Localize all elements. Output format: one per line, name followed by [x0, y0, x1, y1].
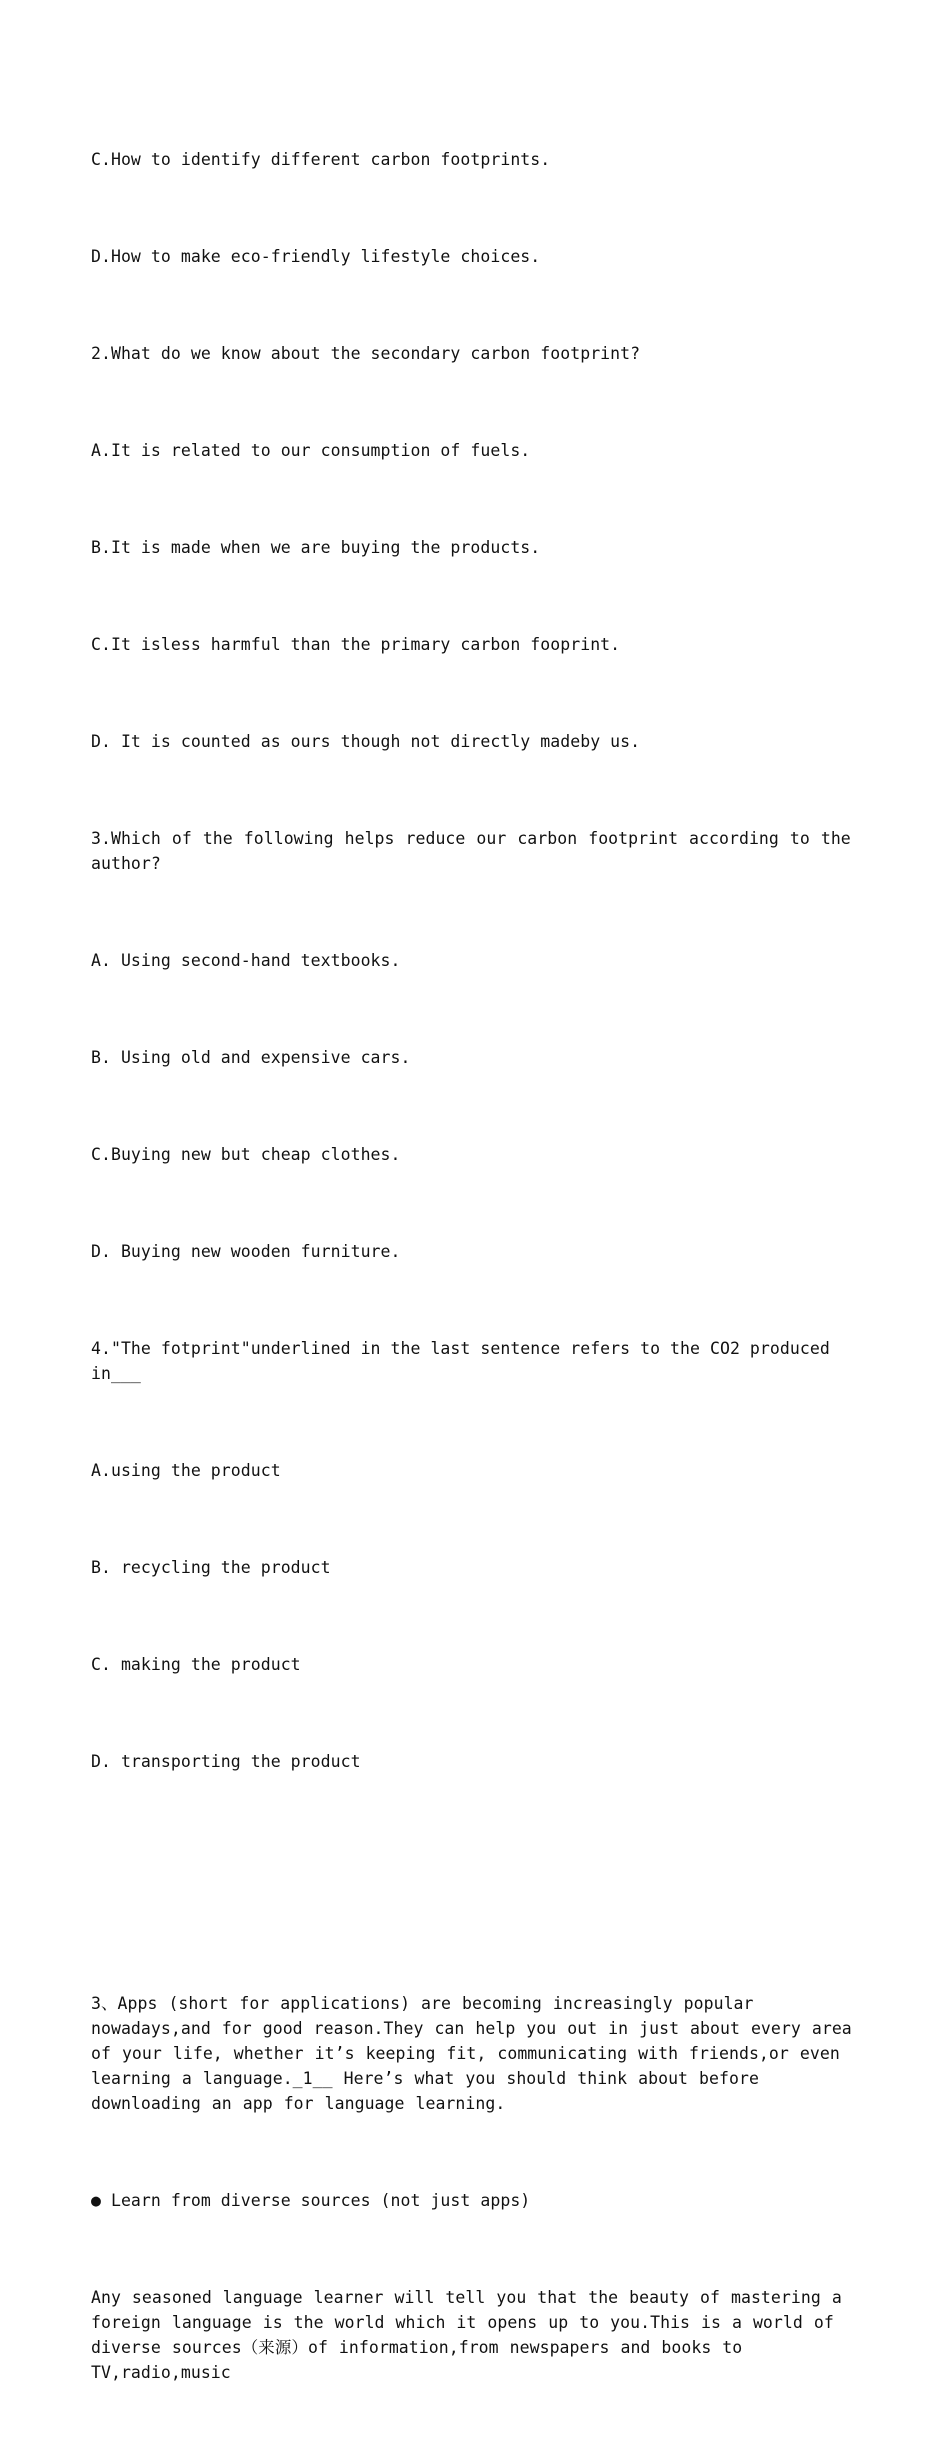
passage-3-paragraph: Any seasoned language learner will tell you that the beauty of mastering a foreign language is the world which it opens up to you.This is a world of diverse sources（来源）of information,from newspapers and books to TV,radio,music	[91, 2288, 842, 2382]
option-c-q3: C.Buying new but cheap clothes.	[91, 1145, 401, 1164]
section-spacer	[91, 1871, 871, 1916]
option-a-q4: A.using the product	[91, 1461, 281, 1480]
option-b-q2: B.It is made when we are buying the products.	[91, 538, 541, 557]
option-b-q4: B. recycling the product	[91, 1558, 331, 1577]
option-d-q3: D. Buying new wooden furniture.	[91, 1242, 401, 1261]
question-2: 2.What do we know about the secondary carbon footprint?	[91, 344, 641, 363]
option-d-q1: D.How to make eco-friendly lifestyle choices.	[91, 247, 541, 266]
option-c-q2: C.It isless harmful than the primary carbon fooprint.	[91, 635, 621, 654]
option-b-q3: B. Using old and expensive cars.	[91, 1048, 411, 1067]
option-d-q4: D. transporting the product	[91, 1752, 361, 1771]
question-3: 3.Which of the following helps reduce our carbon footprint according to the author?	[91, 829, 851, 873]
option-c-q4: C. making the product	[91, 1655, 301, 1674]
document-body	[91, 97, 871, 2457]
passage-3-bullet-heading: ● Learn from diverse sources (not just apps)	[91, 2191, 531, 2210]
option-c-q1: C.How to identify different carbon footprints.	[91, 150, 551, 169]
option-d-q2: D. It is counted as ours though not directly madeby us.	[91, 732, 641, 751]
option-a-q2: A.It is related to our consumption of fuels.	[91, 441, 531, 460]
passage-3-intro: 3、Apps (short for applications) are becoming increasingly popular nowadays,and for good reason.They can help you out in just about every area of your life, whether it’s keeping fit, communicating with friends,or even learning a language._1__ Here’s what you should think about before downloading an app for language learning.	[91, 1994, 852, 2113]
question-4: 4."The fotprint"underlined in the last sentence refers to the CO2 produced in___	[91, 1339, 840, 1383]
option-a-q3: A. Using second-hand textbooks.	[91, 951, 401, 970]
